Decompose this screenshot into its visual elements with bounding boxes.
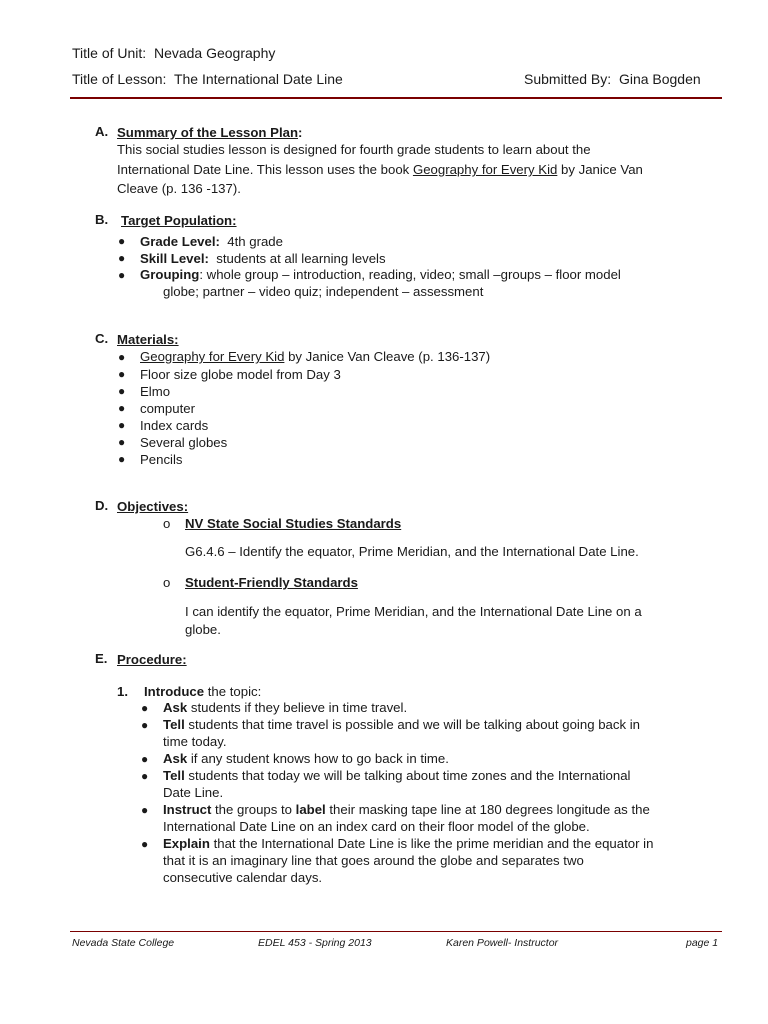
bullet-icon: ●: [118, 401, 126, 415]
section-e-letter: E.: [95, 651, 108, 666]
section-a-letter: A.: [95, 124, 109, 139]
section-c-title: Materials:: [117, 332, 179, 347]
bullet-icon: ●: [118, 350, 126, 364]
procedure-item-cont: consecutive calendar days.: [163, 870, 323, 885]
material-item: Several globes: [140, 435, 228, 450]
bullet-icon: ●: [118, 367, 126, 381]
section-a-line2: International Date Line. This lesson uses the book Geography for Every Kid by Janice Van: [117, 162, 643, 177]
grade-level: Grade Level: 4th grade: [140, 234, 283, 249]
bullet-icon: ●: [118, 418, 126, 432]
procedure-item: Tell students that time travel is possible and we will be talking about going back in: [163, 717, 640, 732]
bullet-icon: ●: [141, 752, 149, 766]
student-standards-title: Student-Friendly Standards: [185, 575, 358, 590]
step-number: 1.: [117, 684, 128, 699]
nv-standards-text: G6.4.6 – Identify the equator, Prime Meridian, and the International Date Line.: [185, 544, 639, 559]
material-item: Elmo: [140, 384, 171, 399]
material-item: Floor size globe model from Day 3: [140, 367, 341, 382]
material-item: Pencils: [140, 452, 183, 467]
bullet-icon: ●: [118, 452, 126, 466]
bullet-icon: ●: [118, 234, 126, 248]
procedure-item-cont: Date Line.: [163, 785, 224, 800]
bullet-icon: ●: [141, 837, 149, 851]
material-item: Index cards: [140, 418, 209, 433]
section-a-line1: This social studies lesson is designed for fourth grade students to learn about the: [117, 142, 591, 157]
header-rule: [70, 97, 722, 99]
section-d-title: Objectives:: [117, 499, 189, 514]
book-title: Geography for Every Kid: [412, 162, 558, 177]
footer-instructor: Karen Powell- Instructor: [446, 937, 559, 949]
student-standards-line2: globe.: [185, 622, 221, 637]
procedure-item: Ask if any student knows how to go back in time.: [163, 751, 449, 766]
material-item: Geography for Every Kid by Janice Van Cleave (p. 136-137): [140, 349, 491, 364]
section-b-letter: B.: [95, 212, 109, 227]
procedure-item-cont: that it is an imaginary line that goes around the globe and separates two: [163, 853, 584, 868]
material-item: computer: [140, 401, 195, 416]
bullet-icon: ●: [141, 718, 149, 732]
section-e-title: Procedure:: [117, 652, 187, 667]
procedure-item: Instruct the groups to label their masking tape line at 180 degrees longitude as the: [163, 802, 650, 817]
bullet-icon: ●: [141, 701, 149, 715]
sub-marker: o: [163, 575, 171, 590]
bullet-icon: ●: [118, 268, 126, 282]
skill-level: Skill Level: students at all learning levels: [140, 251, 386, 266]
procedure-item: Ask students if they believe in time travel.: [163, 700, 408, 715]
footer-rule: [70, 931, 722, 932]
footer-page-number: page 1: [686, 937, 719, 949]
section-b-title: Target Population:: [121, 213, 237, 228]
nv-standards-title: NV State Social Studies Standards: [185, 516, 402, 531]
bullet-icon: ●: [141, 803, 149, 817]
section-d-letter: D.: [95, 498, 109, 513]
footer-college: Nevada State College: [72, 937, 175, 949]
procedure-item-cont: time today.: [163, 734, 227, 749]
grouping: Grouping: whole group – introduction, reading, video; small –groups – floor model: [140, 267, 621, 282]
section-a-title: Summary of the Lesson Plan:: [117, 125, 303, 140]
procedure-item: Explain that the International Date Line is like the prime meridian and the equator in: [163, 836, 654, 851]
sub-marker: o: [163, 516, 171, 531]
lesson-title: Title of Lesson: The International Date Line: [72, 71, 343, 87]
section-c-letter: C.: [95, 331, 109, 346]
student-standards-line1: I can identify the equator, Prime Meridian, and the International Date Line on a: [185, 604, 642, 619]
bullet-icon: ●: [118, 251, 126, 265]
unit-title: Title of Unit: Nevada Geography: [72, 45, 276, 61]
procedure-item: Tell students that today we will be talking about time zones and the International: [163, 768, 631, 783]
step-title: Introduce the topic:: [144, 684, 262, 699]
submitted-by: Submitted By: Gina Bogden: [524, 71, 701, 87]
bullet-icon: ●: [141, 769, 149, 783]
bullet-icon: ●: [118, 435, 126, 449]
grouping-cont: globe; partner – video quiz; independent – assessment: [163, 284, 484, 299]
footer-course: EDEL 453 - Spring 2013: [258, 937, 372, 949]
section-a-line3: Cleave (p. 136 -137).: [117, 181, 241, 196]
procedure-item-cont: International Date Line on an index card on their floor model of the globe.: [163, 819, 590, 834]
bullet-icon: ●: [118, 384, 126, 398]
